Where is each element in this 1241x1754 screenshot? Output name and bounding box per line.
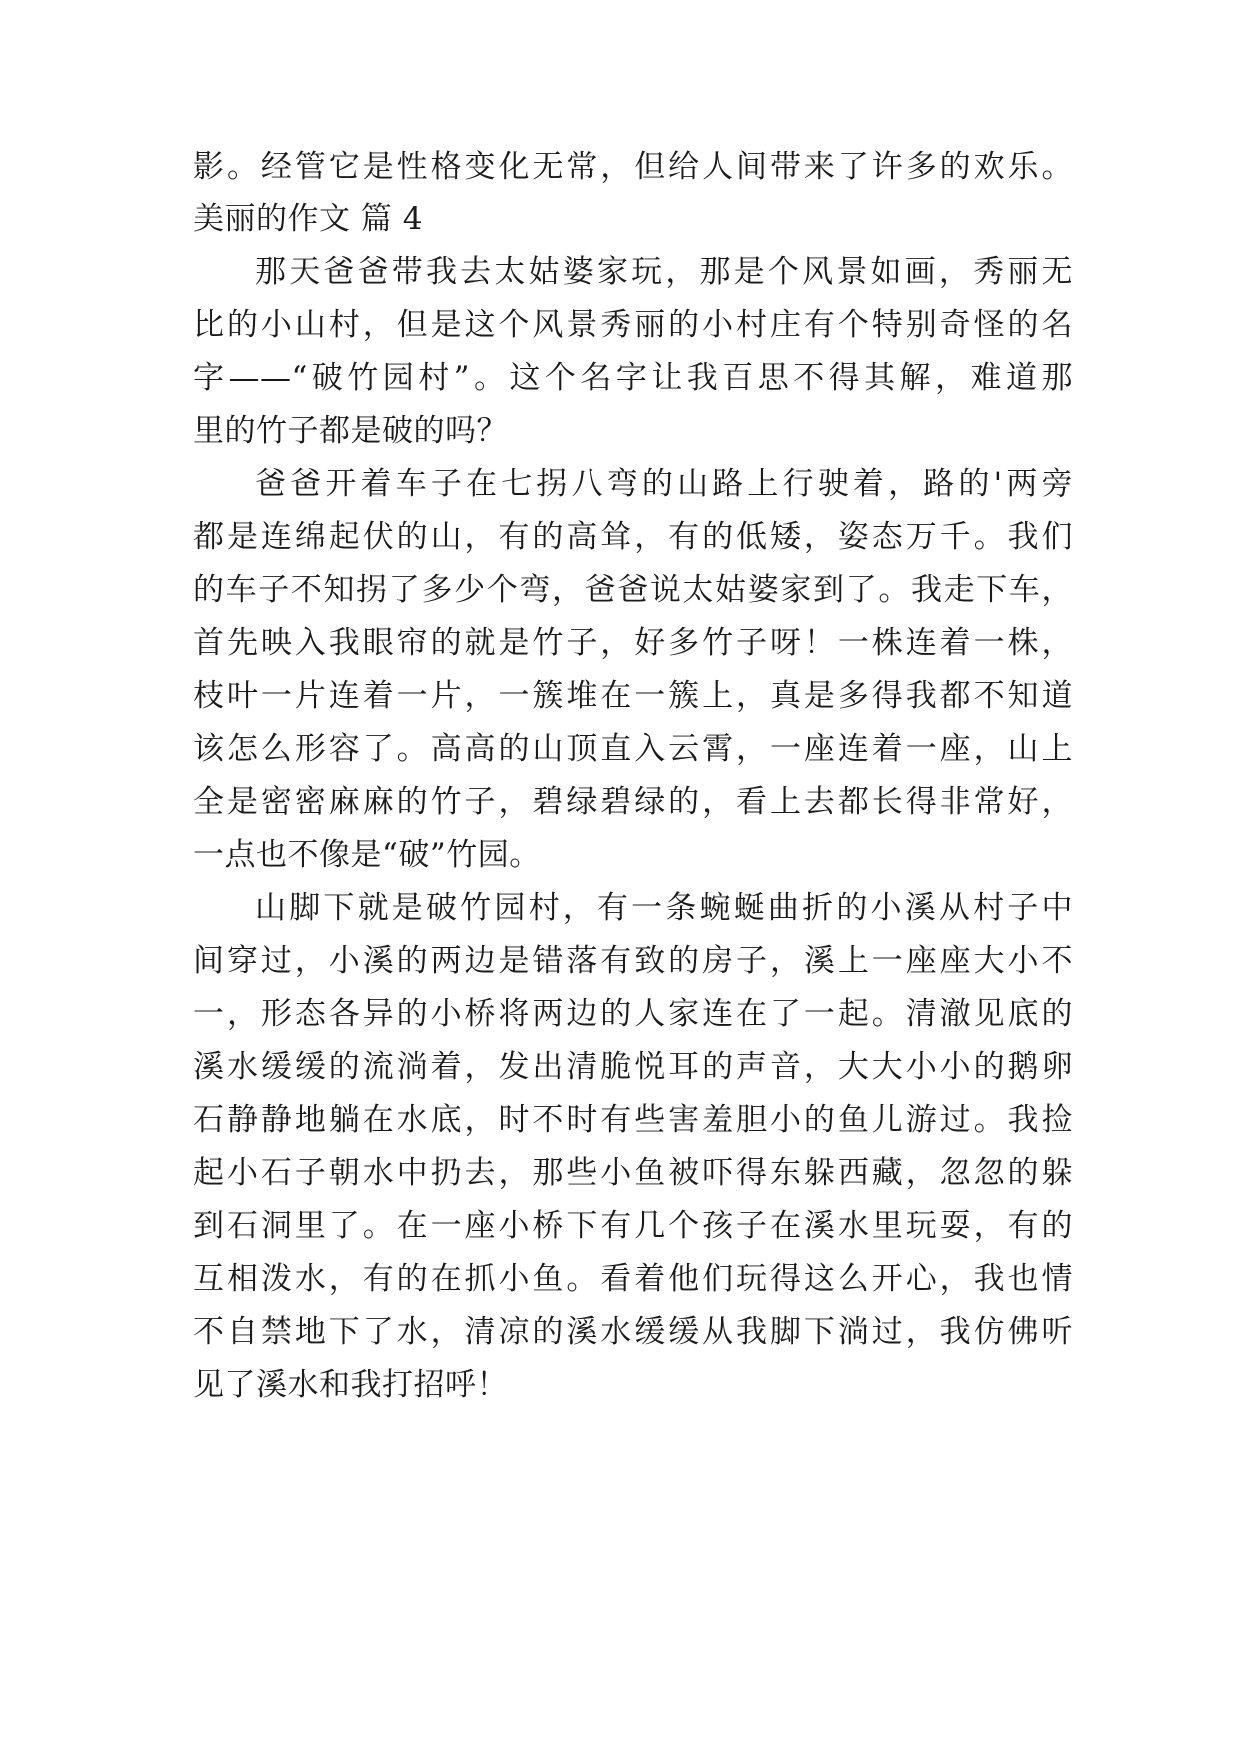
paragraph-1-line-4: 里的竹子都是破的吗？ [193, 413, 508, 449]
paragraph-1-line-1: 那天爸爸带我去太姑婆家玩，那是个风景如画，秀丽无 [255, 254, 1073, 290]
paragraph-1-line-2: 比的小山村，但是这个风景秀丽的小村庄有个特别奇怪的名 [193, 307, 1073, 343]
paragraph-3-line-4: 溪水缓缓的流淌着，发出清脆悦耳的声音，大大小小的鹅卵 [193, 1049, 1073, 1085]
paragraph-3-line-6: 起小石子朝水中扔去，那些小鱼被吓得东躲西藏，忽忽的躲 [193, 1155, 1073, 1191]
paragraph-2-line-1: 爸爸开着车子在七拐八弯的山路上行驶着，路的'两旁 [255, 466, 1073, 502]
paragraph-3-line-1: 山脚下就是破竹园村，有一条蜿蜒曲折的小溪从村子中 [255, 890, 1073, 926]
paragraph-3-line-2: 间穿过，小溪的两边是错落有致的房子，溪上一座座大小不 [193, 943, 1073, 979]
paragraph-2-line-2: 都是连绵起伏的山，有的高耸，有的低矮，姿态万千。我们 [193, 519, 1073, 555]
paragraph-2-line-3: 的车子不知拐了多少个弯，爸爸说太姑婆家到了。我走下车， [193, 572, 1073, 608]
paragraph-2-line-6: 该怎么形容了。高高的山顶直入云霄，一座连着一座，山上 [193, 731, 1073, 767]
paragraph-2-line-8: 一点也不像是“破”竹园。 [193, 837, 541, 873]
paragraph-2-line-7: 全是密密麻麻的竹子，碧绿碧绿的，看上去都长得非常好， [193, 784, 1073, 820]
paragraph-3-line-7: 到石洞里了。在一座小桥下有几个孩子在溪水里玩耍，有的 [193, 1208, 1073, 1244]
paragraph-3-line-8: 互相泼水，有的在抓小鱼。看着他们玩得这么开心，我也情 [193, 1261, 1073, 1297]
paragraph-2-line-4: 首先映入我眼帘的就是竹子，好多竹子呀！一株连着一株， [193, 625, 1073, 661]
intro-line: 影。经管它是性格变化无常，但给人间带来了许多的欢乐。 [193, 149, 1073, 185]
paragraph-3-line-9: 不自禁地下了水，清凉的溪水缓缓从我脚下淌过，我仿佛听 [193, 1314, 1073, 1350]
section-heading: 美丽的作文 篇 4 [193, 201, 423, 237]
paragraph-2-line-5: 枝叶一片连着一片，一簇堆在一簇上，真是多得我都不知道 [193, 678, 1073, 714]
paragraph-3-line-10: 见了溪水和我打招呼！ [193, 1367, 508, 1403]
paragraph-3-line-5: 石静静地躺在水底，时不时有些害羞胆小的鱼儿游过。我捡 [193, 1102, 1073, 1138]
paragraph-1-line-3: 字——“破竹园村”。这个名字让我百思不得其解，难道那 [193, 360, 1073, 396]
paragraph-3-line-3: 一，形态各异的小桥将两边的人家连在了一起。清澈见底的 [193, 996, 1073, 1032]
